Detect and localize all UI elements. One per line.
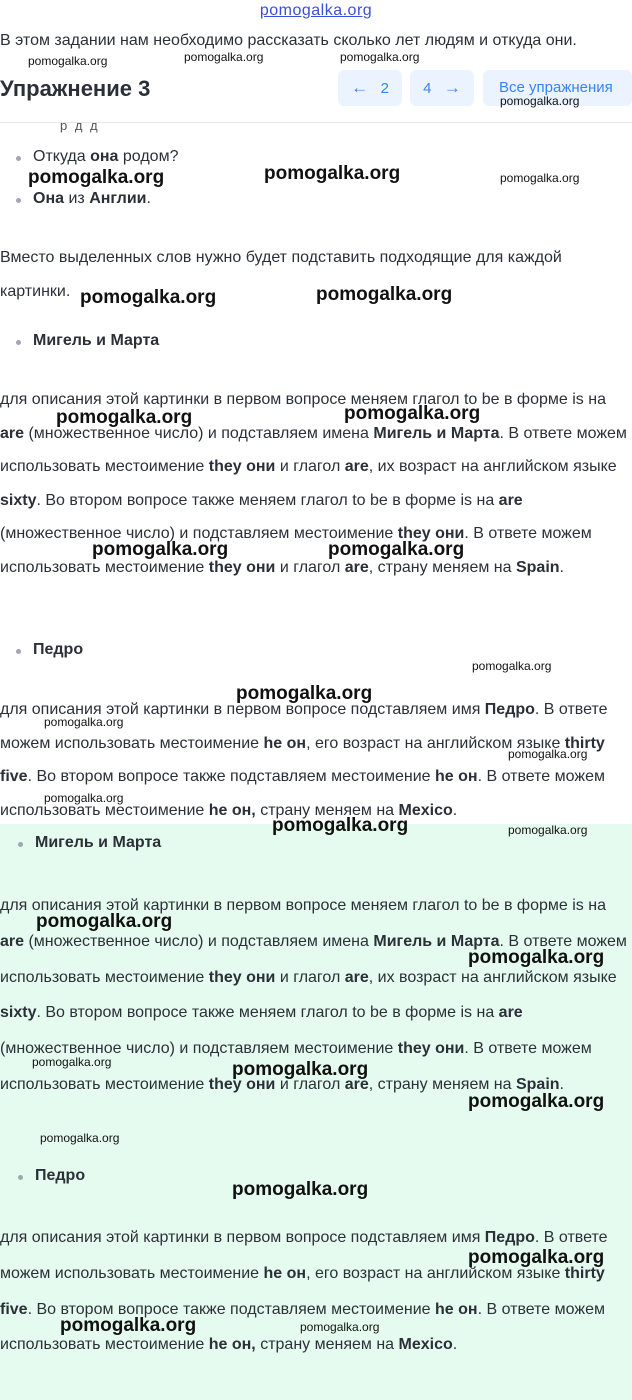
text: (множественное число) и подставляем имена [24,424,374,442]
all-exercises-button[interactable]: Все упражнения [483,70,632,106]
text: из [64,190,90,207]
text: . [559,1075,564,1093]
watermark: pomogalka.org [500,94,580,108]
bold-word: Англии [89,190,147,207]
watermark: pomogalka.org [44,715,124,729]
text: , его возраст на английском языке [306,1264,565,1282]
section-title-pedro [18,1167,85,1185]
text: для описания этой картинки в первом вопросе подставляем имя [0,701,485,718]
bold-word: Spain [515,1075,560,1093]
pedro-paragraph [0,693,632,827]
text: . В ответе можем использовать местоимение [0,701,608,752]
text: . В ответе можем использовать местоимение [0,1300,605,1354]
watermark: pomogalka.org [232,1179,369,1200]
watermark: pomogalka.org [28,54,108,68]
text: и глагол [275,968,345,986]
text: страну меняем на [255,801,399,819]
watermark: pomogalka.org [468,1091,605,1112]
section-title-pedro [16,641,83,659]
next-exercise-label: 4 [423,80,432,97]
text: страну меняем на [255,1336,399,1354]
bold-word: thirty five [0,1264,605,1318]
bold-word: Педро [484,701,535,718]
text: для описания этой картинки в первом вопросе меняем глагол to be в форме is на [0,897,606,914]
bold-word: are [0,424,25,442]
watermark: pomogalka.org [32,1055,112,1069]
text: и глагол [275,558,345,576]
next-exercise-button[interactable] [410,70,474,106]
text: . Во втором вопросе также меняем глагол to be в форме is на [36,1004,499,1022]
text: . В ответе можем использовать местоимение [0,932,627,986]
watermark: pomogalka.org [92,539,229,560]
arrow-left-icon: ← [351,78,369,97]
bold-word: they они [208,458,276,475]
section-title-text: Мигель и Марта [35,834,162,851]
watermark: pomogalka.org [328,539,465,560]
watermark: pomogalka.org [300,1320,380,1334]
section-title-text: Педро [35,1167,86,1184]
watermark: pomogalka.org [80,287,217,308]
bold-word: Mexico [398,801,453,819]
text: , их возраст на английском языке [368,458,617,475]
text: для описания этой картинки в первом вопросе меняем глагол to be в форме is на [0,391,606,408]
bold-word: are [498,1004,523,1022]
bold-word: sixty [0,1004,37,1022]
section-title-miguel [18,834,161,852]
watermark: pomogalka.org [184,50,264,64]
watermark: pomogalka.org [272,815,409,836]
miguel-paragraph [0,383,632,584]
watermark: pomogalka.org [36,911,173,932]
bold-word: he он [435,1300,478,1318]
answer-block [0,824,632,1400]
bold-word: they они [397,1040,465,1058]
bold-word: sixty [0,491,37,509]
text: . [452,1336,458,1354]
exercise-header [0,64,632,123]
text: Откуда [33,148,91,165]
text: . Во втором вопросе также подставляем местоимение [27,1300,436,1318]
watermark: pomogalka.org [40,1131,120,1145]
prev-exercise-button[interactable] [338,70,402,106]
bold-word: are [344,458,369,475]
text: , страну меняем на [368,1075,516,1093]
watermark: pomogalka.org [44,791,124,805]
watermark: pomogalka.org [232,1059,369,1080]
bold-word: they они [208,558,276,576]
section-title-text: Мигель и Марта [33,332,160,349]
bold-word: are [0,932,25,950]
watermark: pomogalka.org [508,823,588,837]
text: для описания этой картинки в первом вопросе подставляем имя [0,1229,485,1246]
bold-word: he он [435,768,478,785]
text: . Во втором вопросе также подставляем местоимение [27,768,436,785]
prev-exercise-label: 2 [380,80,389,97]
bold-word: he он [263,734,307,752]
bold-word: they они [397,525,465,542]
watermark: pomogalka.org [28,167,165,188]
watermark: pomogalka.org [340,50,420,64]
text: . В ответе можем использовать местоимение [0,768,605,819]
bold-word: Педро [484,1229,535,1246]
intro-text: В этом задании нам необходимо рассказать сколько лет людям и откуда они. [0,32,577,49]
bold-word: are [498,491,523,509]
watermark: pomogalka.org [236,683,373,704]
list-item [16,148,178,166]
bold-word: thirty five [0,734,605,785]
cut-off-text: р д д [60,118,100,133]
text: родом? [118,148,179,165]
bold-word: are [344,1075,369,1093]
exercise-title: Упражнение 3 [0,76,151,101]
bold-word: Мигель и Марта [373,932,500,950]
watermark: pomogalka.org [264,163,401,184]
text: . В ответе можем использовать местоимение [0,1040,592,1093]
pedro-paragraph [0,1220,632,1363]
watermark: pomogalka.org [344,403,481,424]
text: . В ответе можем использовать местоимение [0,1229,608,1282]
watermark: pomogalka.org [60,1315,197,1336]
bold-word: are [344,558,369,576]
watermark: pomogalka.org [316,284,453,305]
bold-word: he он, [208,1336,256,1354]
text: и глагол [275,1075,345,1093]
watermark: pomogalka.org [500,171,580,185]
bold-word: Mexico [398,1336,453,1354]
watermark: pomogalka.org [468,947,605,968]
bold-word: he он, [208,801,256,819]
arrow-right-icon: → [443,78,461,97]
bold-word: he он [263,1264,307,1282]
text: . В ответе можем использовать местоимение [0,424,627,475]
text: (множественное число) и подставляем местоимение [0,1040,398,1058]
bold-word: Spain [515,558,560,576]
text: , их возраст на английском языке [368,968,617,986]
section-title-miguel [16,332,159,350]
text: . В ответе можем использовать местоимение [0,525,592,576]
watermark: pomogalka.org [56,407,193,428]
bold-word: they они [208,968,276,986]
text: (множественное число) и подставляем имена [24,932,374,950]
substitute-paragraph: Вместо выделенных слов нужно будет подставить подходящие для каждой картинки. [0,249,562,300]
text: (множественное число) и подставляем местоимение [0,525,398,542]
text: . Во втором вопросе также меняем глагол to be в форме is на [36,491,499,509]
bold-word: она [90,148,119,165]
watermark: pomogalka.org [468,1247,605,1268]
watermark: pomogalka.org [508,747,588,761]
bold-word: they они [208,1075,276,1093]
text: , страну меняем на [368,558,516,576]
bold-word: Мигель и Марта [373,424,500,442]
bold-word: Она [33,190,65,207]
miguel-paragraph [0,888,632,1103]
text: , его возраст на английском языке [306,734,565,752]
site-title-link[interactable]: pomogalka.org [259,2,373,19]
watermark: pomogalka.org [472,659,552,673]
text: и глагол [275,458,345,475]
list-item [16,190,151,208]
section-title-text: Педро [33,641,84,658]
bold-word: are [344,968,369,986]
text: . [452,801,458,819]
text: . [146,190,151,207]
text: . [559,558,564,576]
